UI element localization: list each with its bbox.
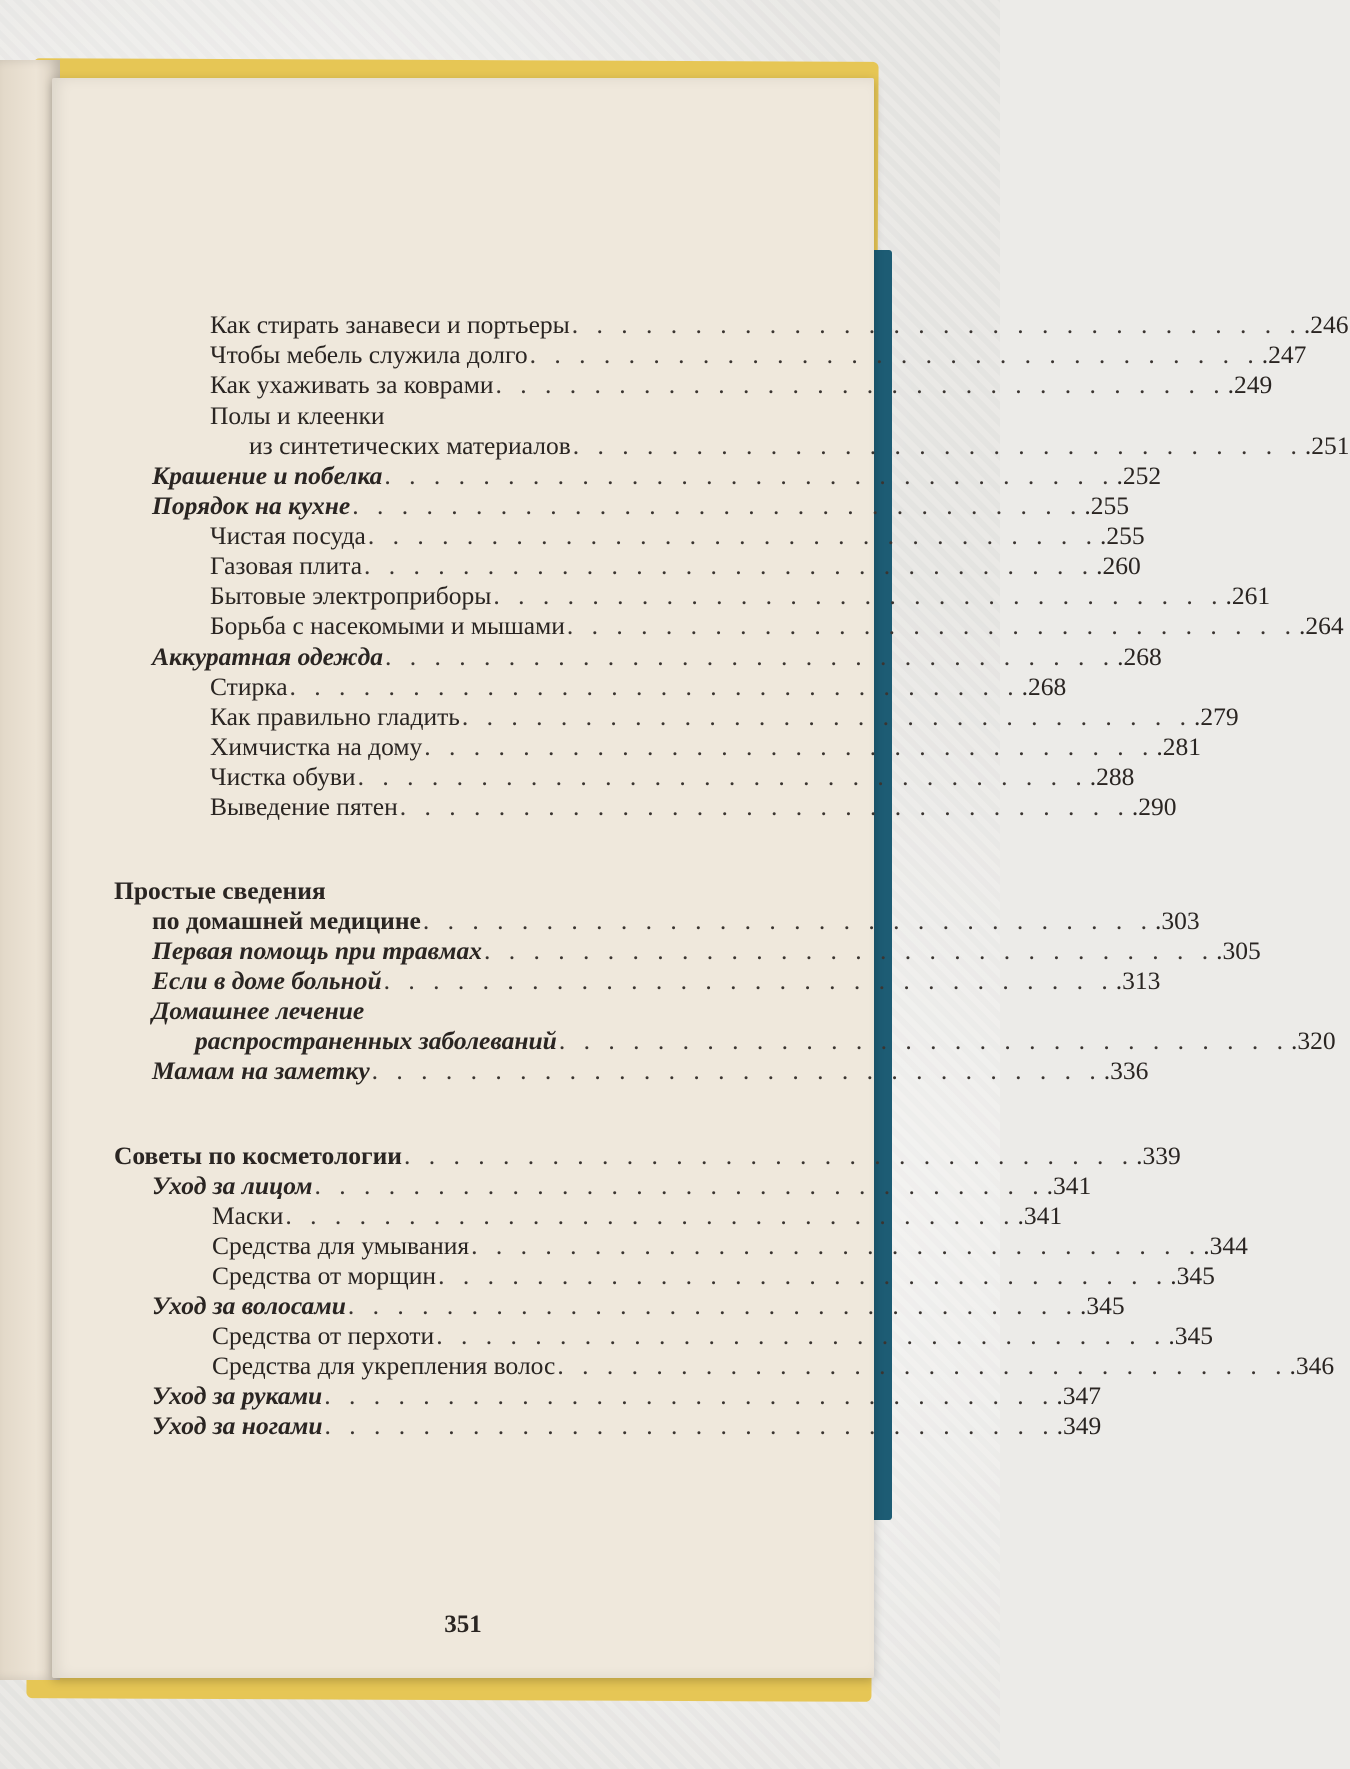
toc-entry-label: из синтетических материалов [249, 431, 571, 460]
toc-leader: . . . . . . . . . . . . . . . . . . . . . . . . . . . . . . [383, 966, 1114, 995]
toc-entry-page: .341 [1046, 1171, 1092, 1200]
toc-entry-label: Средства от морщин [212, 1261, 437, 1290]
toc-section [152, 1171, 1092, 1201]
toc-leader: . . . . . . . . . . . . . . . . . . . . . . . . . . . . . . [424, 732, 1155, 761]
toc-entry-label: Чистка обуви [210, 762, 356, 791]
toc-leader: . . . . . . . . . . . . . . . . . . . . . . . . . . . . . . [314, 1171, 1045, 1200]
toc-entry-label: Чистая посуда [210, 521, 366, 550]
toc-entry-page: .344 [1203, 1231, 1248, 1260]
toc-section-label: Уход за волосами [152, 1291, 346, 1320]
toc-entry-page: .255 [1100, 521, 1145, 550]
toc-leader: . . . . . . . . . . . . . . . . . . . . . . . . . . . . . . [324, 1411, 1055, 1440]
toc-entry-page: .268 [1117, 642, 1162, 671]
toc-entry-page: .320 [1290, 1026, 1336, 1055]
toc-entry [210, 762, 1135, 792]
toc-section [152, 491, 1129, 521]
toc-section [152, 1381, 1101, 1411]
toc-entry-page: .268 [1021, 672, 1067, 701]
toc-entry-page: .305 [1216, 936, 1261, 965]
toc-chapter [114, 876, 814, 906]
toc-entry [210, 581, 1271, 611]
toc-leader: . . . . . . . . . . . . . . . . . . . . . . . . . . . . . . [495, 370, 1226, 399]
toc-entry-page: .347 [1056, 1381, 1101, 1410]
toc-entry-label: Средства для укрепления волос [212, 1351, 556, 1380]
toc-entry-page: .345 [1080, 1291, 1125, 1320]
toc-leader: . . . . . . . . . . . . . . . . . . . . . . . . . . . . . . [571, 310, 1302, 339]
toc-entry-label: Полы и клеенки [210, 401, 385, 430]
toc-entry [210, 611, 1344, 641]
toc-section [152, 1291, 1125, 1321]
toc-entry-page: .261 [1225, 581, 1271, 610]
toc-entry-page: .345 [1170, 1261, 1215, 1290]
toc-section [152, 1056, 1149, 1086]
toc-section-label: Мамам на заметку [152, 1056, 370, 1085]
toc-entry [210, 672, 1067, 702]
toc-entry-page: .249 [1227, 370, 1273, 399]
toc-entry [212, 1321, 1213, 1351]
toc-entry [210, 340, 1307, 370]
toc-entry-page: .252 [1116, 461, 1162, 490]
toc-entry-label: Как ухаживать за коврами [210, 370, 494, 399]
toc-entry-label: Чтобы мебель служила долго [210, 340, 528, 369]
toc-entry [210, 702, 1239, 732]
toc-section-label: Крашение и побелка [152, 461, 383, 490]
toc-leader: . . . . . . . . . . . . . . . . . . . . . . . . . . . . . . [364, 551, 1095, 580]
toc-entry-page: .303 [1155, 906, 1200, 935]
toc-entry-page: .247 [1261, 340, 1307, 369]
toc-leader: . . . . . . . . . . . . . . . . . . . . . . . . . . . . . . [324, 1381, 1055, 1410]
toc-leader: . . . . . . . . . . . . . . . . . . . . . . . . . . . . . . [347, 1291, 1079, 1320]
toc-entry-page: .290 [1131, 792, 1177, 821]
toc-entry-label: Средства для умывания [212, 1231, 470, 1260]
toc-entry-page: .255 [1084, 491, 1129, 520]
toc-entry-label: Газовая плита [210, 551, 363, 580]
toc-entry [249, 431, 1350, 461]
toc-leader: . . . . . . . . . . . . . . . . . . . . . . . . . . . . . . [371, 1056, 1102, 1085]
toc-leader: . . . . . . . . . . . . . . . . . . . . . . . . . . . . . . [558, 1026, 1289, 1055]
toc-leader: . . . . . . . . . . . . . . . . . . . . . . . . . . . . . . [572, 431, 1303, 460]
toc-section [152, 936, 1261, 966]
toc-section [195, 1026, 1336, 1056]
toc-leader: . . . . . . . . . . . . . . . . . . . . . . . . . . . . . . [285, 1201, 1016, 1230]
toc-leader: . . . . . . . . . . . . . . . . . . . . . . . . . . . . . . [384, 461, 1115, 490]
toc-entry-page: .279 [1194, 702, 1239, 731]
book-page [52, 78, 1350, 1678]
toc-entry-page: .336 [1103, 1056, 1149, 1085]
toc-entry [210, 551, 1141, 581]
toc-section-label: Если в доме больной [152, 966, 382, 995]
toc-section-label: Первая помощь при травмах [152, 936, 483, 965]
toc-entry-label: Средства от перхоти [212, 1321, 435, 1350]
toc-entry [210, 792, 1177, 822]
toc-entry-label: Бытовые электроприборы [210, 581, 492, 610]
toc-section-label: распространенных заболеваний [195, 1026, 557, 1055]
toc-entry-label: Стирка [210, 672, 288, 701]
toc-section [152, 966, 1161, 996]
toc-leader: . . . . . . . . . . . . . . . . . . . . . . . . . . . . . . [471, 1231, 1202, 1260]
toc-leader: . . . . . . . . . . . . . . . . . . . . . . . . . . . . . . [289, 672, 1020, 701]
toc-section-label: Аккуратная одежда [152, 642, 384, 671]
toc-entry [212, 1261, 1215, 1291]
toc-entry-label: Борьба с насекомыми и мышами [210, 611, 565, 640]
toc-section-label: Уход за лицом [152, 1171, 313, 1200]
toc-entry-label: Маски [212, 1201, 284, 1230]
toc-leader: . . . . . . . . . . . . . . . . . . . . . . . . . . . . . . [403, 1141, 1135, 1170]
toc-leader: . . . . . . . . . . . . . . . . . . . . . . . . . . . . . . [422, 906, 1153, 935]
toc-entry [210, 401, 790, 431]
toc-entry-label: Как стирать занавеси и портьеры [210, 310, 570, 339]
toc-section [152, 996, 814, 1026]
toc-entry-label: Как правильно гладить [210, 702, 460, 731]
toc-entry [210, 370, 1273, 400]
toc-entry [212, 1231, 1248, 1261]
toc-entry-page: .346 [1289, 1351, 1335, 1380]
toc-entry-page: .349 [1056, 1411, 1102, 1440]
toc-entry-page: .313 [1115, 966, 1161, 995]
toc-entry-page: .288 [1089, 762, 1135, 791]
toc-section [152, 461, 1162, 491]
toc-section-label: Порядок на кухне [152, 491, 351, 520]
toc-entry-label: Выведение пятен [210, 792, 398, 821]
toc-chapter [152, 906, 1200, 936]
toc-entry-page: .345 [1168, 1321, 1213, 1350]
toc-chapter-label: по домашней медицине [152, 906, 421, 935]
toc-leader: . . . . . . . . . . . . . . . . . . . . . . . . . . . . . . [385, 642, 1116, 671]
toc-chapter [114, 1141, 1181, 1171]
toc-leader: . . . . . . . . . . . . . . . . . . . . . . . . . . . . . . [557, 1351, 1288, 1380]
toc-section [152, 642, 1162, 672]
toc-leader: . . . . . . . . . . . . . . . . . . . . . . . . . . . . . . [493, 581, 1224, 610]
toc-entry [210, 732, 1202, 762]
toc-entry-page: .281 [1156, 732, 1202, 761]
toc-entry-page: .246 [1303, 310, 1349, 339]
toc-entry-label: Химчистка на дому [210, 732, 423, 761]
toc-leader: . . . . . . . . . . . . . . . . . . . . . . . . . . . . . . [461, 702, 1193, 731]
toc-entry-page: .341 [1017, 1201, 1063, 1230]
toc-section [152, 1411, 1102, 1441]
toc-entry-page: .260 [1096, 551, 1141, 580]
toc-leader: . . . . . . . . . . . . . . . . . . . . . . . . . . . . . . [438, 1261, 1169, 1290]
toc-entry-page: .251 [1304, 431, 1350, 460]
left-page-edge [0, 60, 60, 1680]
toc-entry [212, 1201, 1063, 1231]
toc-entry-page: .339 [1136, 1141, 1181, 1170]
toc-leader: . . . . . . . . . . . . . . . . . . . . . . . . . . . . . . [484, 936, 1215, 965]
toc-section-label: Уход за руками [152, 1381, 323, 1410]
toc-entry [212, 1351, 1335, 1381]
toc-leader: . . . . . . . . . . . . . . . . . . . . . . . . . . . . . . [367, 521, 1098, 550]
toc-leader: . . . . . . . . . . . . . . . . . . . . . . . . . . . . . . [529, 340, 1260, 369]
toc-entry [210, 521, 1145, 551]
toc-chapter-label: Советы по косметологии [114, 1141, 402, 1170]
toc-section-label: Домашнее лечение [152, 996, 365, 1025]
toc-leader: . . . . . . . . . . . . . . . . . . . . . . . . . . . . . . [436, 1321, 1167, 1350]
toc-leader: . . . . . . . . . . . . . . . . . . . . . . . . . . . . . . [399, 792, 1130, 821]
toc-leader: . . . . . . . . . . . . . . . . . . . . . . . . . . . . . . [352, 491, 1083, 520]
page-number: 351 [444, 1611, 482, 1638]
toc-entry [210, 310, 1349, 340]
toc-leader: . . . . . . . . . . . . . . . . . . . . . . . . . . . . . . [357, 762, 1088, 791]
toc-leader: . . . . . . . . . . . . . . . . . . . . . . . . . . . . . . [566, 611, 1297, 640]
toc-chapter-label: Простые сведения [114, 876, 326, 905]
toc-section-label: Уход за ногами [152, 1411, 323, 1440]
toc-entry-page: .264 [1298, 611, 1344, 640]
